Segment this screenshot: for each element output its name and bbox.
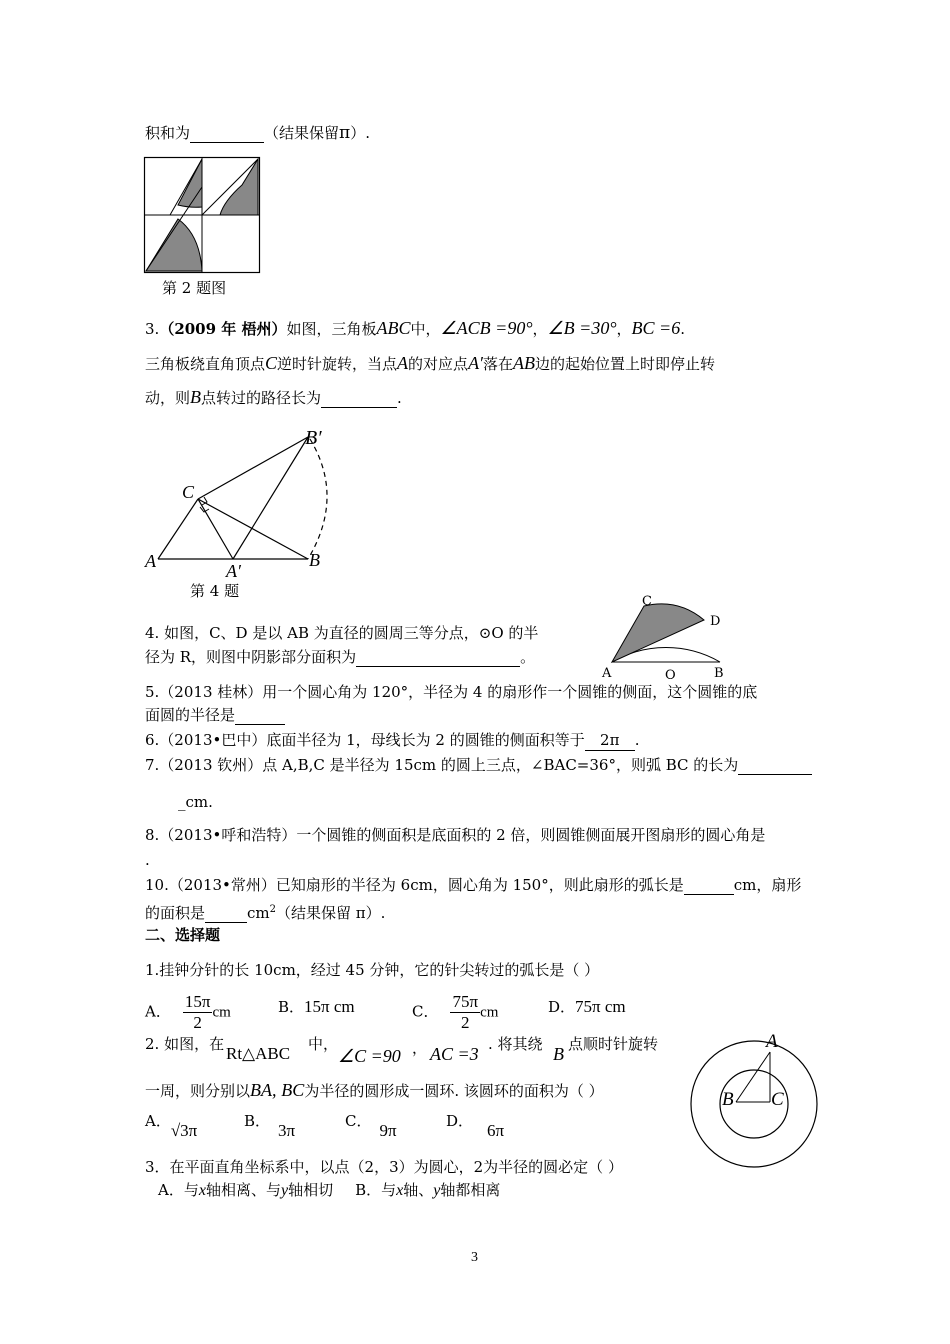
q3-line3: 动，则B点转过的路径长为 . bbox=[145, 387, 402, 407]
c2-fig-label-c: C bbox=[771, 1089, 784, 1110]
q5-line2: 面圆的半径是 bbox=[145, 705, 285, 725]
q6-answer: 2π bbox=[585, 730, 635, 751]
answer-blank bbox=[356, 650, 520, 667]
q4-fig-label-b: B bbox=[714, 666, 724, 681]
q3-line1: 3.（2009 年 梧州）如图，三角板ABC中，∠ACB =90°，∠B =30°，BC =6. bbox=[145, 318, 685, 338]
q3-fig-label-a: A bbox=[145, 551, 156, 571]
c2-option-c: C． 9π bbox=[345, 1112, 397, 1140]
q2-text: 积和为 （结果保留π）. bbox=[145, 123, 370, 143]
q10-line2: 的面积是 $cm^2$（结果保留 π）. bbox=[145, 904, 386, 922]
q3-fig-label-b: B bbox=[309, 550, 320, 570]
c2-sep: ， bbox=[412, 1039, 428, 1057]
answer-blank bbox=[205, 906, 247, 923]
q3-fig-label-c: C bbox=[182, 482, 195, 502]
c2-rt-triangle: Rt△ABC bbox=[226, 1044, 291, 1063]
q4-fig-label-a: A bbox=[602, 666, 612, 681]
c1-option-a: A． $\frac{15\pi}{2}$ cm bbox=[145, 992, 231, 1032]
answer-blank bbox=[684, 878, 734, 895]
q4-line2: 径为 R，则图中阴影部分面积为 。 bbox=[145, 648, 536, 666]
answer-blank bbox=[738, 758, 812, 775]
c2-figure bbox=[684, 1031, 824, 1174]
c2-option-b: B． 3π bbox=[244, 1112, 296, 1140]
q3-line2: 三角板绕直角顶点C逆时针旋转，当点A的对应点A′落在AB边的起始位置上时即停止转 bbox=[145, 353, 716, 373]
q10-line1: 10.（2013•常州）已知扇形的半径为 6cm，圆心角为 150°，则此扇形的弧长是 cm，扇形 bbox=[145, 876, 802, 894]
c1-stem: 1.挂钟分针的长 10cm，经过 45 分钟，它的针尖转过的弧长是（ ） bbox=[145, 961, 600, 979]
answer-blank bbox=[190, 126, 264, 143]
c2-fig-label-a: A bbox=[766, 1031, 778, 1052]
c2-ac: AC =3 bbox=[430, 1044, 479, 1064]
q4-fig-label-d: D bbox=[710, 614, 721, 629]
q4-line1: 4. 如图，C、D 是以 AB 为直径的圆周三等分点，⊙O 的半 bbox=[145, 624, 539, 642]
q2-figure-caption: 第 2 题图 bbox=[162, 279, 227, 297]
c3-options: A．与x轴相离、与y轴相切 B．与x轴、y轴都相离 bbox=[158, 1181, 501, 1199]
c3-stem: 3．在平面直角坐标系中，以点（2，3）为圆心，2为半径的圆必定（ ） bbox=[145, 1158, 623, 1176]
c2-b: B bbox=[553, 1044, 564, 1064]
q7-line1: 7.（2013 钦州）点 A,B,C 是半径为 15cm 的圆上三点，∠BAC=36°，则弧 BC 的长为 bbox=[145, 755, 812, 775]
q3-figure-caption: 第 4 题 bbox=[190, 582, 240, 600]
q8-line2: . bbox=[145, 851, 150, 869]
q3-fig-label-a1: A′ bbox=[226, 561, 241, 581]
c2-line1-b: 中， bbox=[308, 1035, 339, 1053]
c1-option-c: C． $\frac{75\pi}{2}$ cm bbox=[412, 992, 499, 1032]
q4-figure bbox=[600, 592, 730, 672]
q2-figure bbox=[144, 157, 260, 273]
c2-option-a: A．√3π bbox=[145, 1112, 198, 1140]
answer-blank bbox=[235, 708, 285, 725]
section-title: 二、选择题 bbox=[145, 926, 221, 944]
c2-fig-label-b: B bbox=[722, 1089, 734, 1110]
q4-fig-label-o: O bbox=[665, 668, 676, 683]
c2-line2: 一周，则分别以BA, BC为半径的圆形成一圆环. 该圆环的面积为（ ） bbox=[145, 1080, 604, 1100]
q8-line1: 8.（2013•呼和浩特）一个圆锥的侧面积是底面积的 2 倍，则圆锥侧面展开图扇形的圆心角是 bbox=[145, 826, 766, 844]
answer-blank bbox=[321, 391, 397, 408]
c2-line1-c: . 将其绕 bbox=[488, 1035, 543, 1053]
c2-angle: ∠C =90 bbox=[338, 1046, 401, 1066]
c2-option-d: D． 6π bbox=[446, 1112, 505, 1140]
c1-option-b: B．15π cm bbox=[278, 997, 355, 1016]
q3-fig-label-b1: B′ bbox=[305, 427, 322, 449]
q6-line: 6.（2013•巴中）底面半径为 1，母线长为 2 的圆锥的侧面积等于 2π . bbox=[145, 731, 640, 749]
q5-line1: 5.（2013 桂林）用一个圆心角为 120°，半径为 4 的扇形作一个圆锥的侧面，这个圆锥的底 bbox=[145, 683, 758, 701]
q7-line2: _cm. bbox=[178, 793, 213, 811]
q4-fig-label-c: C bbox=[642, 594, 652, 609]
c2-line1-d: 点顺时针旋转 bbox=[568, 1035, 659, 1053]
page-number: 3 bbox=[471, 1250, 478, 1265]
c1-option-d: D．75π cm bbox=[548, 997, 626, 1016]
c2-line1-a: 2. 如图，在 bbox=[145, 1035, 225, 1053]
